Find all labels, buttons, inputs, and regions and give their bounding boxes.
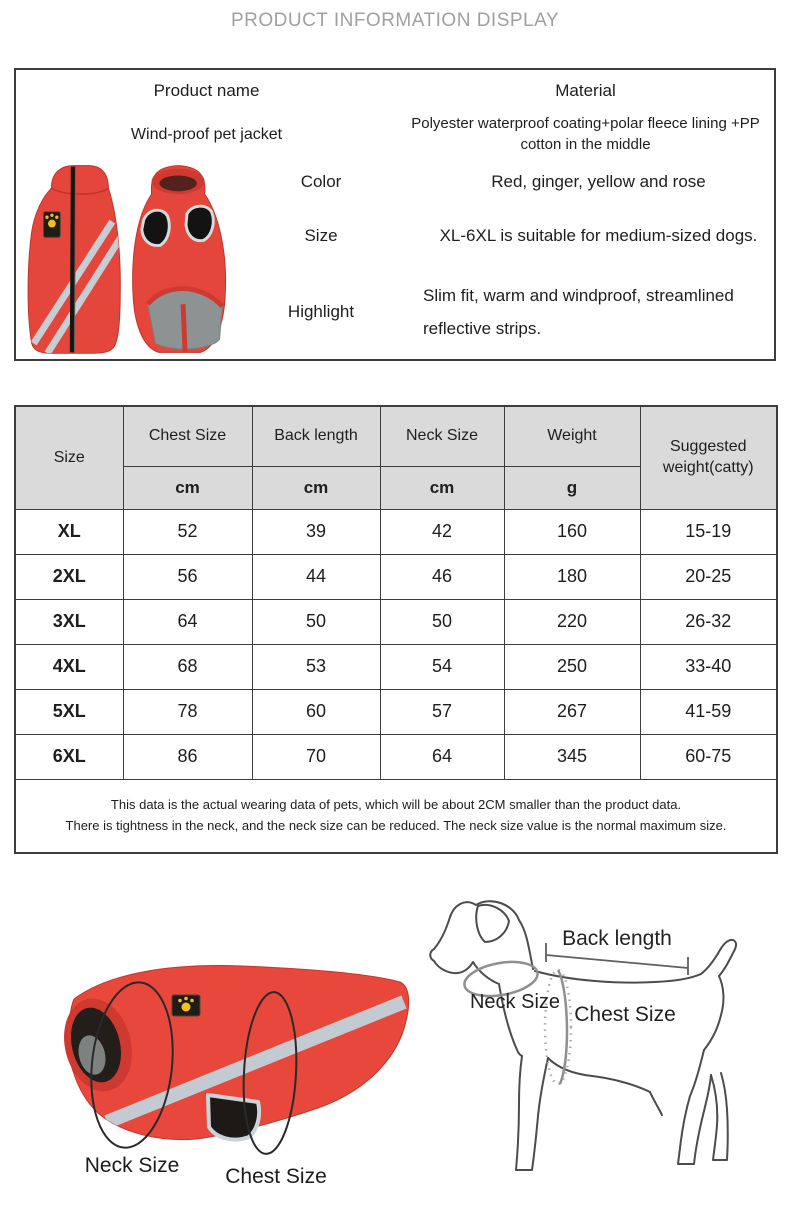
spec-label-highlight: Highlight <box>287 302 355 321</box>
cell-suggested: 60-75 <box>640 734 777 779</box>
col-header-size: Size <box>15 406 123 509</box>
product-name-header: Product name <box>153 81 260 100</box>
cell-weight: 180 <box>504 554 640 599</box>
cell-neck: 42 <box>380 509 504 554</box>
page-title: PRODUCT INFORMATION DISPLAY <box>230 10 560 31</box>
jacket-neck-size-label: Neck Size <box>84 1154 180 1177</box>
cell-suggested: 41-59 <box>640 689 777 734</box>
col-header-neck: Neck Size <box>380 406 504 466</box>
spec-label-color: Color <box>300 172 342 191</box>
unit-chest: cm <box>123 466 252 509</box>
leg-hole <box>142 210 169 245</box>
cell-size: 4XL <box>15 644 123 689</box>
cell-suggested: 15-19 <box>640 509 777 554</box>
jacket-chest-size-label: Chest Size <box>225 1165 327 1188</box>
cell-back: 53 <box>252 644 380 689</box>
table-row <box>15 689 777 734</box>
cell-neck: 64 <box>380 734 504 779</box>
measurement-diagrams <box>0 887 790 1217</box>
col-header-suggested: Suggested weight(catty) <box>640 406 777 509</box>
dog-chest-size-label: Chest Size <box>574 1003 676 1026</box>
unit-weight: g <box>504 466 640 509</box>
cell-neck: 54 <box>380 644 504 689</box>
cell-weight: 250 <box>504 644 640 689</box>
size-chart-header-row <box>15 406 777 466</box>
unit-neck: cm <box>380 466 504 509</box>
cell-weight: 267 <box>504 689 640 734</box>
cell-weight: 160 <box>504 509 640 554</box>
cell-size: 6XL <box>15 734 123 779</box>
spec-value-highlight: Slim fit, warm and windproof, streamlined reflective strips. <box>423 285 734 338</box>
cell-suggested: 20-25 <box>640 554 777 599</box>
product-name-value: Wind-proof pet jacket <box>130 125 283 143</box>
footnote-line-2: There is tightness in the neck, and the neck size can be reduced. The neck size value is the normal maximum size. <box>65 817 727 833</box>
cell-neck: 57 <box>380 689 504 734</box>
spec-label-size: Size <box>304 226 338 245</box>
cell-chest: 52 <box>123 509 252 554</box>
spec-value-color: Red, ginger, yellow and rose <box>491 172 706 191</box>
zipper <box>72 167 73 353</box>
cell-size: XL <box>15 509 123 554</box>
leg-hole <box>186 206 213 240</box>
size-chart-table <box>14 405 778 854</box>
cell-weight: 345 <box>504 734 640 779</box>
cell-chest: 86 <box>123 734 252 779</box>
cell-back: 44 <box>252 554 380 599</box>
cell-chest: 64 <box>123 599 252 644</box>
cell-suggested: 26-32 <box>640 599 777 644</box>
cell-back: 60 <box>252 689 380 734</box>
cell-back: 70 <box>252 734 380 779</box>
cell-neck: 50 <box>380 599 504 644</box>
dog-measurement-diagram <box>420 887 790 1217</box>
table-row <box>15 554 777 599</box>
product-photo <box>16 157 245 359</box>
cell-chest: 68 <box>123 644 252 689</box>
cell-weight: 220 <box>504 599 640 644</box>
footnote <box>15 779 777 853</box>
col-header-weight: Weight <box>504 406 640 466</box>
footnote-line-1: This data is the actual wearing data of pets, which will be about 2CM smaller than the product data. <box>110 796 682 812</box>
paw-logo-icon <box>172 995 200 1016</box>
cell-chest: 56 <box>123 554 252 599</box>
table-row <box>15 644 777 689</box>
unit-back: cm <box>252 466 380 509</box>
jacket-back-view <box>28 166 122 354</box>
dog-neck-size-label: Neck Size <box>469 991 561 1013</box>
cell-neck: 46 <box>380 554 504 599</box>
table-row <box>15 734 777 779</box>
cell-suggested: 33-40 <box>640 644 777 689</box>
product-info-table <box>14 68 776 361</box>
material-value: Polyester waterproof coating+polar fleece lining +PP cotton in the middle <box>411 115 760 153</box>
cell-size: 3XL <box>15 599 123 644</box>
cell-back: 50 <box>252 599 380 644</box>
cell-size: 5XL <box>15 689 123 734</box>
table-row <box>15 599 777 644</box>
col-header-back: Back length <box>252 406 380 466</box>
cell-back: 39 <box>252 509 380 554</box>
table-row <box>15 509 777 554</box>
spec-value-size: XL-6XL is suitable for medium-sized dogs. <box>439 226 758 245</box>
cell-chest: 78 <box>123 689 252 734</box>
jacket-photo-illustration <box>18 159 243 357</box>
leg-hole <box>208 1095 259 1140</box>
material-header: Material <box>555 81 616 100</box>
dog-back-length-label: Back length <box>562 927 672 950</box>
jacket-measurement-illustration <box>14 945 419 1190</box>
jacket-top-view <box>133 166 226 353</box>
col-header-chest: Chest Size <box>123 406 252 466</box>
paw-logo-icon <box>44 212 61 238</box>
cell-size: 2XL <box>15 554 123 599</box>
size-chart-footnote-row <box>15 779 777 853</box>
